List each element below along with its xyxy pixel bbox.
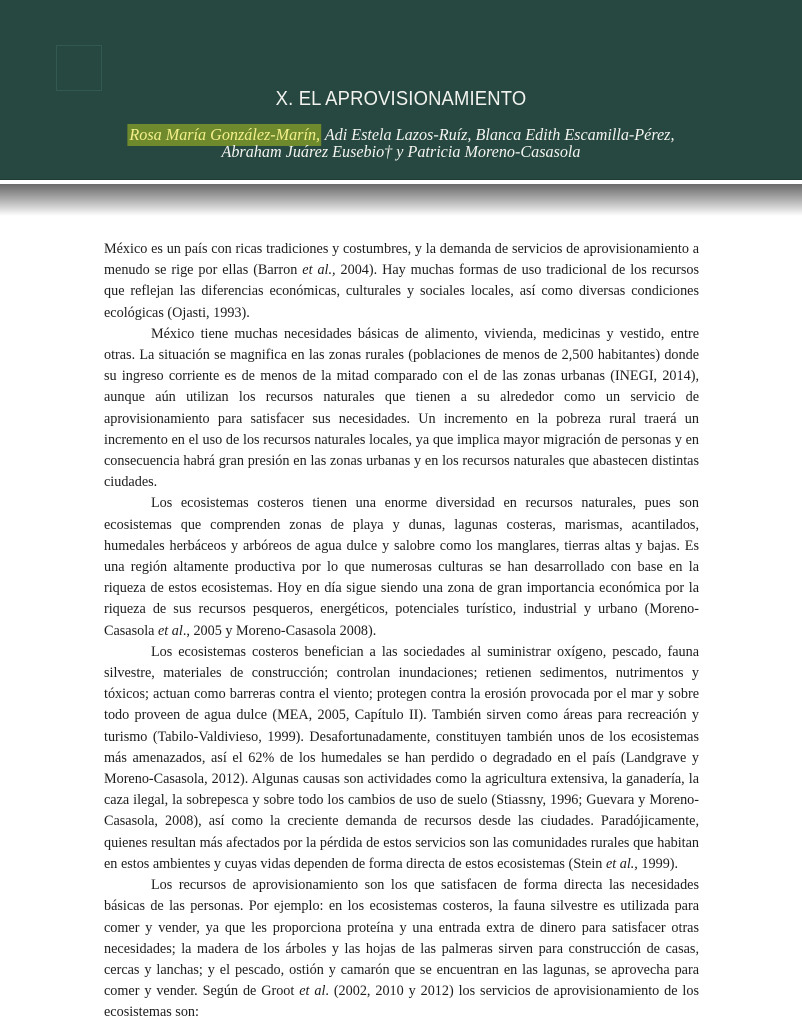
author-line-2: Abraham Juárez Eusebio† y Patricia Moreno-Casasola [221, 142, 581, 161]
paragraph [104, 875, 699, 1023]
paragraph [104, 324, 699, 494]
paragraph-text: Los recursos de aprovisionamiento son los que satisfacen de forma directa las necesidades básicas de las personas. Por ejemplo: en los ecosistemas costeros, la fauna silvestre es utilizada para comer y vender, ya que les proporciona proteína y una entrada extra de dinero para satisfacer otras necesidades; la madera de los árboles y las hojas de las palmeras sirven para construcción de casas, cercas y lanchas; y el pescado, ostión y camarón que se encuentran en las lagunas, se aprovecha para comer y vender. Según de Groot [104, 877, 699, 1000]
paragraph-text: Los ecosistemas costeros benefician a las sociedades al suministrar oxígeno, pescado, fauna silvestre, materiales de construcción; controlan inundaciones; retienen sedimentos, nutrimentos y tóxicos; actuan como barreras contra el viento; protegen contra la erosión provocada por el mar y sobre todo proveen de agua dulce (MEA, 2005, Capítulo II). También sirven como áreas para recreación y turismo (Tabilo-Valdivieso, 1999). Desafortunadamente, constituyen también unos de los ecosistemas más amenazados, así el 62% de los humedales se han perdido o degradado en el país (Landgrave y Moreno-Casasola, 2012). Algunas causas son actividades como la agricultura extensiva, la ganadería, la caza ilegal, la sobrepesca y sobre todo los cambios de uso de suelo (Stiassny, 1996; Guevara y Moreno-Casasola, 2008), así como la creciente demanda de recursos desde las ciudades. Paradójicamente, quienes resultan más afectados por la pérdida de estos servicios son las comunidades rurales que habitan en estos ambientes y cuyas vidas dependen de forma directa de estos ecosistemas (Stein [104, 643, 699, 872]
author-line-1 [20, 126, 782, 143]
chapter-title: X. EL APROVISIONAMIENTO [275, 88, 527, 110]
paragraph-text: . (2002, 2010 y 2012) los servicios de aprovisionamiento de los ecosistemas son: [104, 983, 699, 1021]
author-list [0, 126, 802, 160]
authors-line-1-rest: Adi Estela Lazos-Ruíz, Blanca Edith Escamilla-Pérez, [321, 125, 675, 144]
paragraph-text: México tiene muchas necesidades básicas de alimento, vivienda, medicinas y vestido, entre otras. La situación se magnifica en las zonas rurales (poblaciones de menos de 2,500 habitantes) donde su ingreso corriente es de menos de la mitad comparado con el de las zonas urbanas (INEGI, 2014), aunque aún utilizan los recursos naturales que tienen a su alrededor como un servicio de aprovisionamiento para satisfacer sus necesidades. Un incremento en la pobreza rural traerá un incremento en el uso de los recursos naturales locales, ya que implica mayor migración de personas y en consecuencia habrá gran presión en las zonas urbanas y en los recursos naturales que abastecen distintas ciudades. [104, 325, 699, 491]
citation-italic: et al., [302, 262, 336, 279]
paragraph-text: 1999). [637, 855, 679, 872]
header-decorative-frame [56, 45, 102, 91]
paragraph [104, 493, 699, 641]
paragraph-text: ., 2005 y Moreno-Casasola 2008). [182, 622, 377, 639]
paragraph [104, 642, 699, 875]
body-text [104, 239, 699, 1024]
paragraph-text: Los ecosistemas costeros tienen una enorme diversidad en recursos naturales, pues son ecosistemas que comprenden zonas de playa y dunas, lagunas costeras, marismas, acantilados, humedales herbáceos y arbóreos de agua dulce y salobre como los manglares, tierras altas y bajas. Es una región altamente productiva por lo que numerosas culturas se han desarrollado con base en la riqueza de estos ecosistemas. Hoy en día sigue siendo una zona de gran importancia económica por la riqueza de sus recursos pesqueros, energéticos, potenciales turístico, industrial y urbano (Moreno-Casasola [104, 495, 699, 639]
paragraph-text: 2004). Hay muchas formas de uso tradicional de los recursos que reflejan las diferencias económicas, culturales y sociales locales, así como diversas condiciones ecológicas (Ojasti, 1993). [104, 262, 699, 321]
paragraph [104, 239, 699, 324]
chapter-header [0, 0, 802, 180]
citation-italic: et al., [605, 855, 638, 872]
citation-italic: et al [157, 622, 183, 639]
header-shadow [0, 184, 802, 216]
citation-italic: et al [299, 983, 326, 1000]
highlighted-author[interactable]: Rosa María González-Marín, [129, 125, 321, 144]
paragraph-text: México es un país con ricas tradiciones y costumbres, y la demanda de servicios de aprovisionamiento a menudo se rige por ellas (Barron [104, 241, 699, 279]
